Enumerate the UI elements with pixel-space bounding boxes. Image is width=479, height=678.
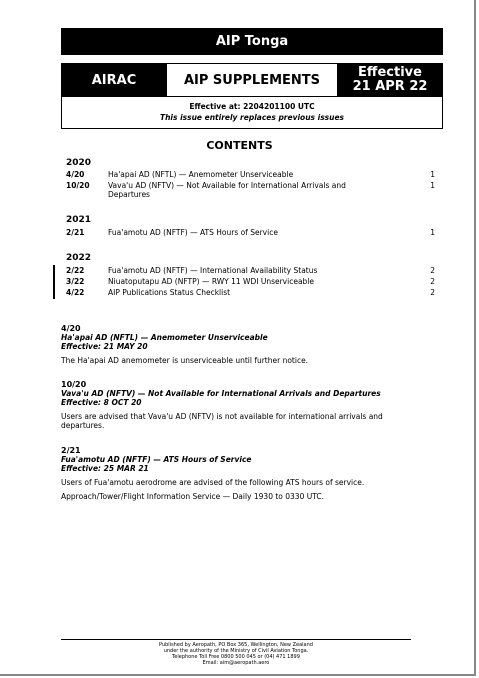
effective-date: 21 APR 22 <box>352 79 428 94</box>
year-heading-2020: 2020 <box>66 158 92 168</box>
toc-item-number: 10/20 <box>66 181 90 190</box>
toc-item-page: 1 <box>430 170 435 179</box>
toc-item-title: Ha'apai AD (NFTL) — Anemometer Unserviceable <box>108 170 294 179</box>
change-bar <box>53 265 55 299</box>
publisher-footer <box>61 642 411 666</box>
toc-item-number: 2/21 <box>66 228 85 237</box>
toc-item-title: Niuatoputapu AD (NFTP) — RWY 11 WDI Unserviceable <box>108 277 314 286</box>
issue-info-box <box>61 97 443 129</box>
page-header-title: AIP Tonga <box>61 28 443 55</box>
toc-item-page: 2 <box>430 288 435 297</box>
airac-label: AIRAC <box>62 64 166 96</box>
toc-item-number: 4/22 <box>66 288 85 297</box>
supplement-entry <box>61 380 421 430</box>
toc-item-number: 2/22 <box>66 266 85 275</box>
header-row <box>61 63 443 97</box>
entry-effective: Effective: 21 MAY 20 <box>61 342 148 351</box>
toc-item-page: 1 <box>430 181 435 190</box>
footer-line-1: Published by Aeropath, PO Box 365, Wellington, New Zealand <box>159 642 313 648</box>
entry-number: 4/20 <box>61 324 81 333</box>
entry-body: Users of Fua'amotu aerodrome are advised of the following ATS hours of service. <box>61 478 365 487</box>
toc-item-page: 1 <box>430 228 435 237</box>
entry-body: The Ha'apai AD anemometer is unserviceable until further notice. <box>61 356 309 365</box>
entry-number: 2/21 <box>61 446 81 455</box>
replaces-notice: This issue entirely replaces previous issues <box>159 113 345 122</box>
entry-title: Fua'amotu AD (NFTF) — ATS Hours of Service <box>61 455 252 464</box>
footer-line-2: under the authority of the Ministry of Civil Aviation Tonga. <box>163 648 309 654</box>
toc-item-page: 2 <box>430 277 435 286</box>
toc-item-number: 4/20 <box>66 170 85 179</box>
toc-item-title: Fua'amotu AD (NFTF) — International Availability Status <box>108 266 318 275</box>
entry-title: Ha'apai AD (NFTL) — Anemometer Unserviceable <box>61 333 268 342</box>
effective-at-text: Effective at: 2204201100 UTC <box>189 102 315 111</box>
entry-number: 10/20 <box>61 380 87 389</box>
entry-effective: Effective: 25 MAR 21 <box>61 464 149 473</box>
effective-block <box>338 64 442 96</box>
effective-label: Effective <box>358 65 422 80</box>
footer-email[interactable]: Email: aim@aeropath.aero <box>202 660 270 666</box>
toc-item-number: 3/22 <box>66 277 85 286</box>
toc-item-title: Fua'amotu AD (NFTF) — ATS Hours of Service <box>108 228 278 237</box>
entry-effective: Effective: 8 OCT 20 <box>61 398 142 407</box>
footer-divider <box>61 639 411 640</box>
toc-item-title: Vava'u AD (NFTV) — Not Available for International Arrivals and Departures <box>108 181 346 199</box>
contents-heading: CONTENTS <box>206 139 273 152</box>
year-heading-2022: 2022 <box>66 253 92 263</box>
footer-line-3: Telephone Toll Free 0800 500 045 or (04) 471 1899 <box>172 654 300 660</box>
supplements-label: AIP SUPPLEMENTS <box>166 64 338 96</box>
toc-item-page: 2 <box>430 266 435 275</box>
supplement-entry <box>61 324 421 365</box>
year-heading-2021: 2021 <box>66 215 92 225</box>
entry-title: Vava'u AD (NFTV) — Not Available for International Arrivals and Departures <box>61 389 381 398</box>
supplement-entry <box>61 446 421 501</box>
entry-body: Users are advised that Vava'u AD (NFTV) is not available for international arrivals and departures. <box>61 412 383 430</box>
entry-body-secondary: Approach/Tower/Flight Information Service — Daily 1930 to 0330 UTC. <box>61 492 324 501</box>
toc-item-title: AIP Publications Status Checklist <box>108 288 231 297</box>
